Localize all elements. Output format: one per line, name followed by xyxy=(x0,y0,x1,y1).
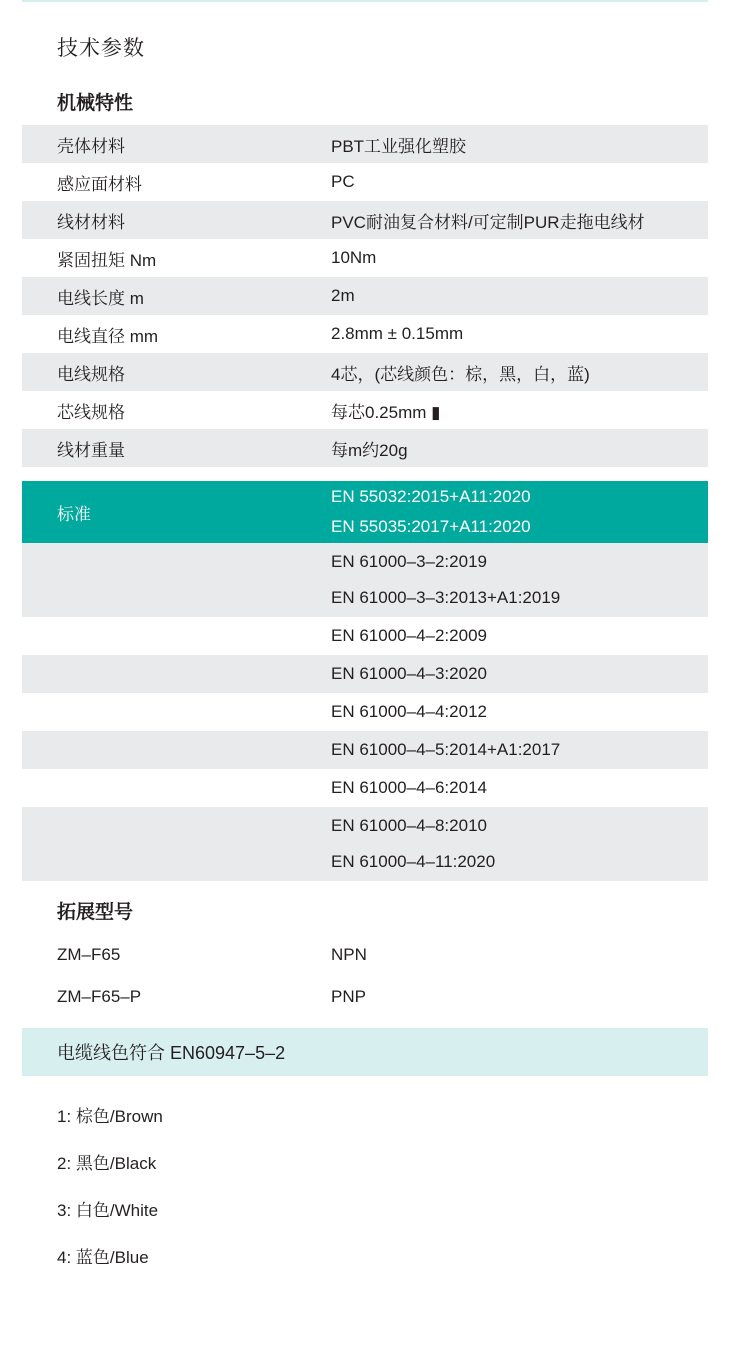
row-key: 感应面材料 xyxy=(57,174,142,194)
mechanical-section-heading: 机械特性 xyxy=(57,93,134,114)
table-row xyxy=(22,429,708,467)
standard-line: EN 55032:2015+A11:2020 xyxy=(331,487,531,506)
standards-label: 标准 xyxy=(57,504,91,524)
table-row xyxy=(22,543,708,617)
standard-line: EN 61000–4–11:2020 xyxy=(331,852,496,871)
standard-line: EN 61000–3–2:2019 xyxy=(331,552,487,571)
row-key: 电线直径 mm xyxy=(57,326,159,346)
row-value: 每芯0.25mm ▮ xyxy=(331,402,441,422)
cable-color-list xyxy=(22,1076,708,1268)
row-value: 每m约20g xyxy=(331,440,408,460)
standard-line: EN 55035:2017+A11:2020 xyxy=(331,517,531,536)
row-key-empty xyxy=(22,769,323,807)
row-key-empty xyxy=(22,693,323,731)
row-key: 线材重量 xyxy=(57,440,125,460)
row-key-empty xyxy=(22,807,323,881)
row-value: 2.8mm ± 0.15mm xyxy=(331,324,464,343)
row-value: PVC耐油复合材料/可定制PUR走拖电线材 xyxy=(331,212,645,232)
table-row xyxy=(22,769,708,807)
row-value: PNP xyxy=(331,987,366,1006)
table-row xyxy=(22,934,708,976)
row-key-empty xyxy=(22,731,323,769)
row-key: 电线规格 xyxy=(57,364,125,384)
row-value: EN 61000–4–2:2009 xyxy=(331,626,487,645)
list-item: 2: 黑色/Black xyxy=(57,1154,157,1173)
row-key-empty xyxy=(22,617,323,655)
standards-header-values xyxy=(323,481,708,543)
row-value: 10Nm xyxy=(331,248,377,267)
table-row xyxy=(22,731,708,769)
list-item: 4: 蓝色/Blue xyxy=(57,1248,149,1267)
table-row xyxy=(22,315,708,353)
row-key: 壳体材料 xyxy=(57,136,125,156)
row-key: ZM–F65–P xyxy=(57,987,142,1006)
table-row xyxy=(22,391,708,429)
table-row xyxy=(22,125,708,163)
table-row xyxy=(22,693,708,731)
row-key-empty xyxy=(22,543,323,617)
row-value: 2m xyxy=(331,286,355,305)
row-key: 紧固扭矩 Nm xyxy=(57,250,157,270)
table-row xyxy=(22,353,708,391)
row-value: NPN xyxy=(331,945,367,964)
row-key: 芯线规格 xyxy=(57,402,125,422)
table-row xyxy=(22,807,708,881)
row-value: PC xyxy=(331,172,355,191)
list-item: 1: 棕色/Brown xyxy=(57,1107,163,1126)
table-row xyxy=(22,201,708,239)
row-key: 线材材料 xyxy=(57,212,125,232)
row-value xyxy=(323,543,708,617)
row-key: ZM–F65 xyxy=(57,945,121,964)
table-row xyxy=(22,277,708,315)
row-key: 电线长度 m xyxy=(57,288,144,308)
table-row xyxy=(22,617,708,655)
standards-block xyxy=(22,481,708,881)
list-item: 3: 白色/White xyxy=(57,1201,159,1220)
table-row xyxy=(22,163,708,201)
row-value xyxy=(323,807,708,881)
row-value: PBT工业强化塑胶 xyxy=(331,136,467,156)
standards-table xyxy=(22,481,708,881)
row-value: EN 61000–4–6:2014 xyxy=(331,778,487,797)
table-row xyxy=(22,976,708,1018)
cable-color-banner: 电缆线色符合 EN60947–5–2 xyxy=(22,1028,708,1076)
table-row xyxy=(22,655,708,693)
standards-header-row xyxy=(22,481,708,543)
extended-models-heading: 拓展型号 xyxy=(57,902,134,923)
extended-models-table xyxy=(22,934,708,1018)
row-value: 4芯，(芯线颜色：棕，黑，白，蓝) xyxy=(331,364,590,384)
table-row xyxy=(22,239,708,277)
standard-line: EN 61000–3–3:2013+A1:2019 xyxy=(331,588,561,607)
standard-line: EN 61000–4–8:2010 xyxy=(331,816,487,835)
row-value: EN 61000–4–4:2012 xyxy=(331,702,487,721)
row-value: EN 61000–4–5:2014+A1:2017 xyxy=(331,740,561,759)
row-key-empty xyxy=(22,655,323,693)
row-value: EN 61000–4–3:2020 xyxy=(331,664,487,683)
mechanical-table xyxy=(22,125,708,467)
page-title: 技术参数 xyxy=(57,37,145,60)
